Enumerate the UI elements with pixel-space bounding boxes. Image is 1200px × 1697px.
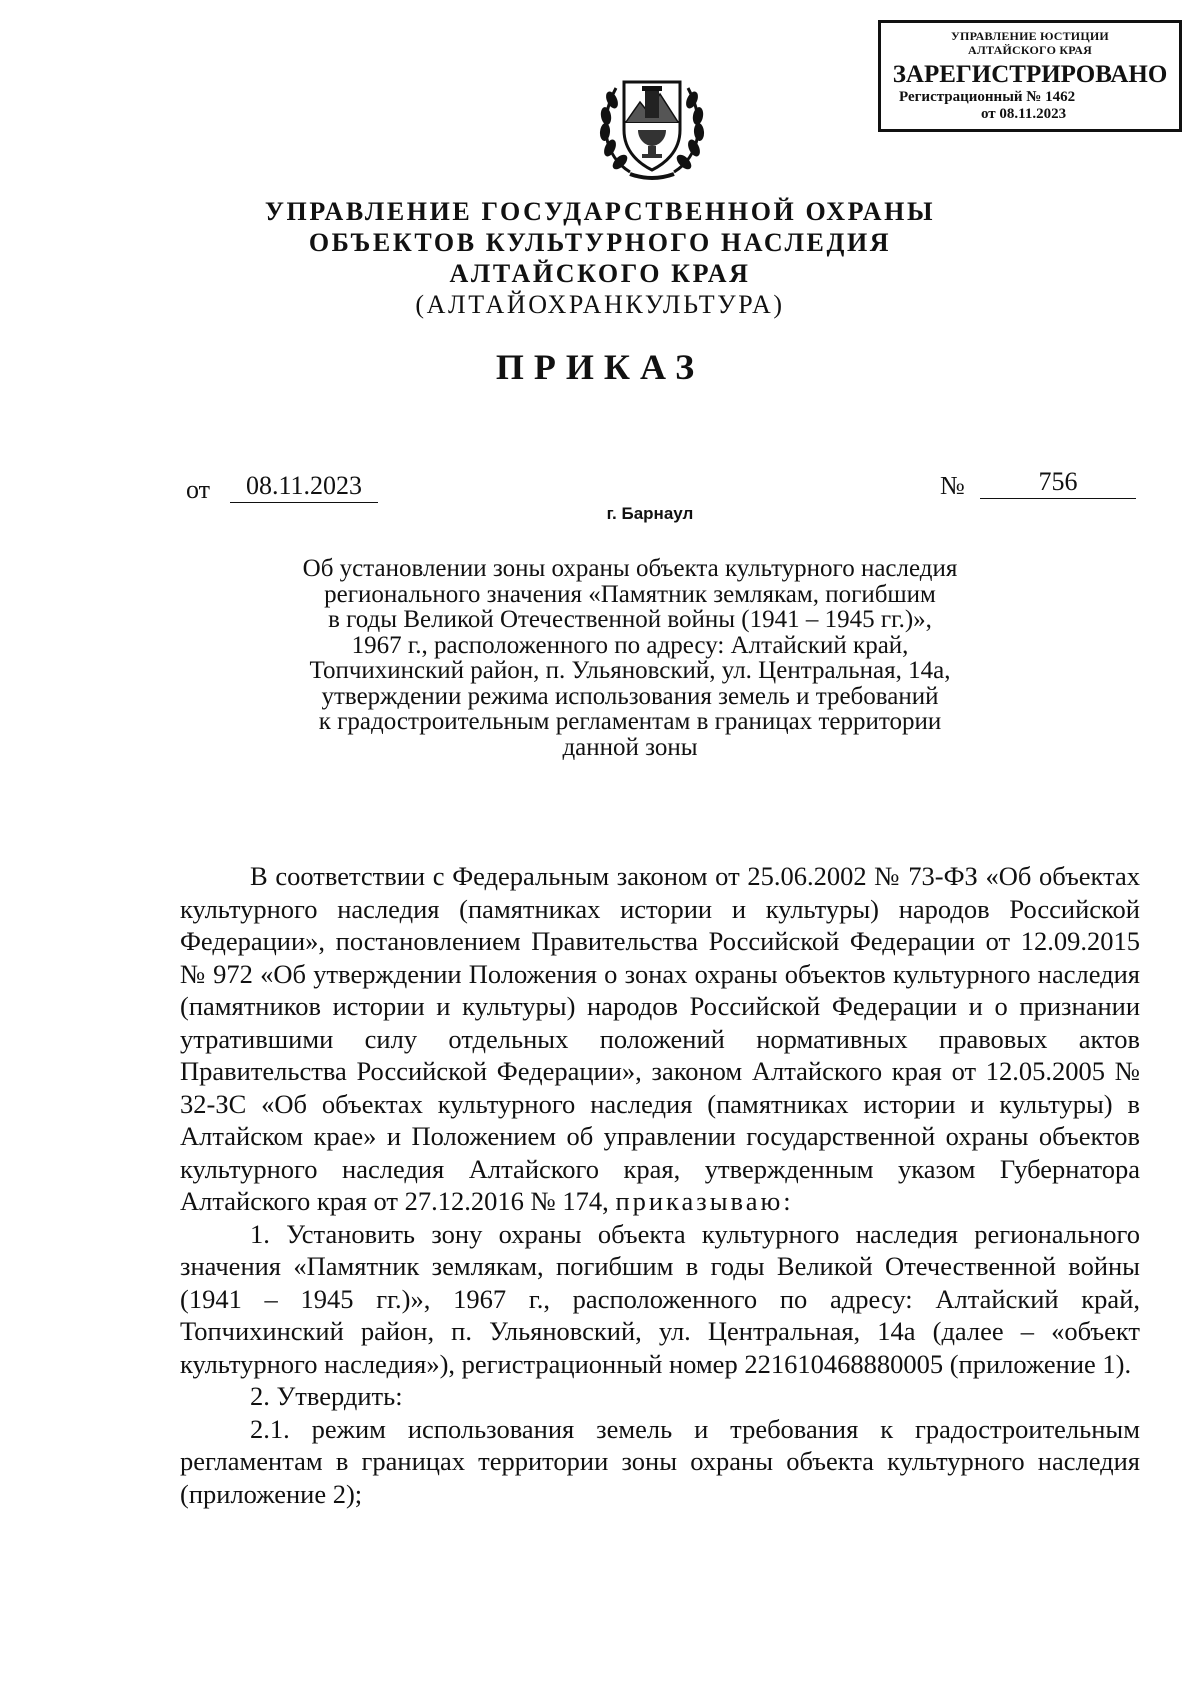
item-2: 2. Утвердить: xyxy=(250,1381,403,1411)
number-label: № xyxy=(940,471,965,500)
coat-of-arms-icon xyxy=(590,60,714,184)
registration-stamp xyxy=(878,20,1182,132)
order-word: приказываю: xyxy=(615,1186,794,1216)
subject-line-4: 1967 г., расположенного по адресу: Алтайский край, xyxy=(351,631,909,659)
issuer-header xyxy=(0,196,1200,320)
stamp-reg-date: от 08.11.2023 xyxy=(981,106,1067,122)
date-value: 08.11.2023 xyxy=(230,470,378,503)
header-line-4: (АЛТАЙОХРАНКУЛЬТУРА) xyxy=(415,290,785,319)
header-line-1: УПРАВЛЕНИЕ ГОСУДАРСТВЕННОЙ ОХРАНЫ xyxy=(264,197,936,226)
subject-line-5: Топчихинский район, п. Ульяновский, ул. Центральная, 14а, xyxy=(309,657,951,684)
subject-line-6: утверждении режима использования земель и требований xyxy=(321,682,939,710)
stamp-org-line1: УПРАВЛЕНИЕ ЮСТИЦИИ xyxy=(951,29,1109,43)
subject xyxy=(200,556,1060,760)
preamble-paragraph xyxy=(180,860,1140,1218)
subject-line-2: регионального значения «Памятник землякам, погибшим xyxy=(324,580,936,608)
number-value: 756 xyxy=(980,466,1136,499)
stamp-reg-number: Регистрационный № 1462 xyxy=(899,89,1076,105)
date-label: от xyxy=(186,475,211,504)
subject-line-7: к градостроительным регламентам в границах территории xyxy=(318,708,942,735)
document-title: ПРИКАЗ xyxy=(495,347,705,387)
subject-line-3: в годы Великой Отечественной войны (1941 – 1945 гг.)», xyxy=(328,606,932,633)
city: г. Барнаул xyxy=(606,504,694,523)
subject-line-8: данной зоны xyxy=(562,733,698,761)
header-line-2: ОБЪЕКТОВ КУЛЬТУРНОГО НАСЛЕДИЯ xyxy=(308,228,892,257)
document-body xyxy=(180,860,1140,1510)
item-1: 1. Установить зону охраны объекта культурного наследия регионального значения «Памятник землякам, погибшим в годы Великой Отечественной войны (1941 – 1945 гг.)», 1967 г., расположенного по адресу: Алтайский край, Топчихинский район, п. Ульяновский, ул. Центральная, 14а (далее – «объект культурного наследия»), регистрационный номер 221610468880005 (приложение 1). xyxy=(180,1218,1140,1379)
item-2-1: 2.1. режим использования земель и требования к градостроительным регламентам в границах территории зоны охраны объекта культурного наследия (приложение 2); xyxy=(180,1413,1140,1509)
subject-line-1: Об установлении зоны охраны объекта культурного наследия xyxy=(302,555,958,582)
stamp-status: ЗАРЕГИСТРИРОВАНО xyxy=(892,61,1168,88)
preamble-text: В соответствии с Федеральным законом от 25.06.2002 № 73-ФЗ «Об объектах культурного наследия (памятниках истории и культуры) народов Российской Федерации», постановлением Правительства Российской Федерации от 12.09.2015 № 972 «Об утверждении Положения о зонах охраны объектов культурного наследия (памятников истории и культуры) народов Российской Федерации и о признании утратившими силу отдельных положений нормативных правовых актов Правительства Российской Федерации», законом Алтайского края от 12.05.2005 № 32-ЗС «Об объектах культурного наследия (памятниках истории и культуры) в Алтайском крае» и Положением об управлении государственной охраны объектов культурного наследия Алтайского края, утвержденным указом Губернатора Алтайского края от 27.12.2016 № 174, xyxy=(180,861,1140,1216)
header-line-3: АЛТАЙСКОГО КРАЯ xyxy=(449,259,751,288)
stamp-org-line2: АЛТАЙСКОГО КРАЯ xyxy=(968,43,1092,57)
